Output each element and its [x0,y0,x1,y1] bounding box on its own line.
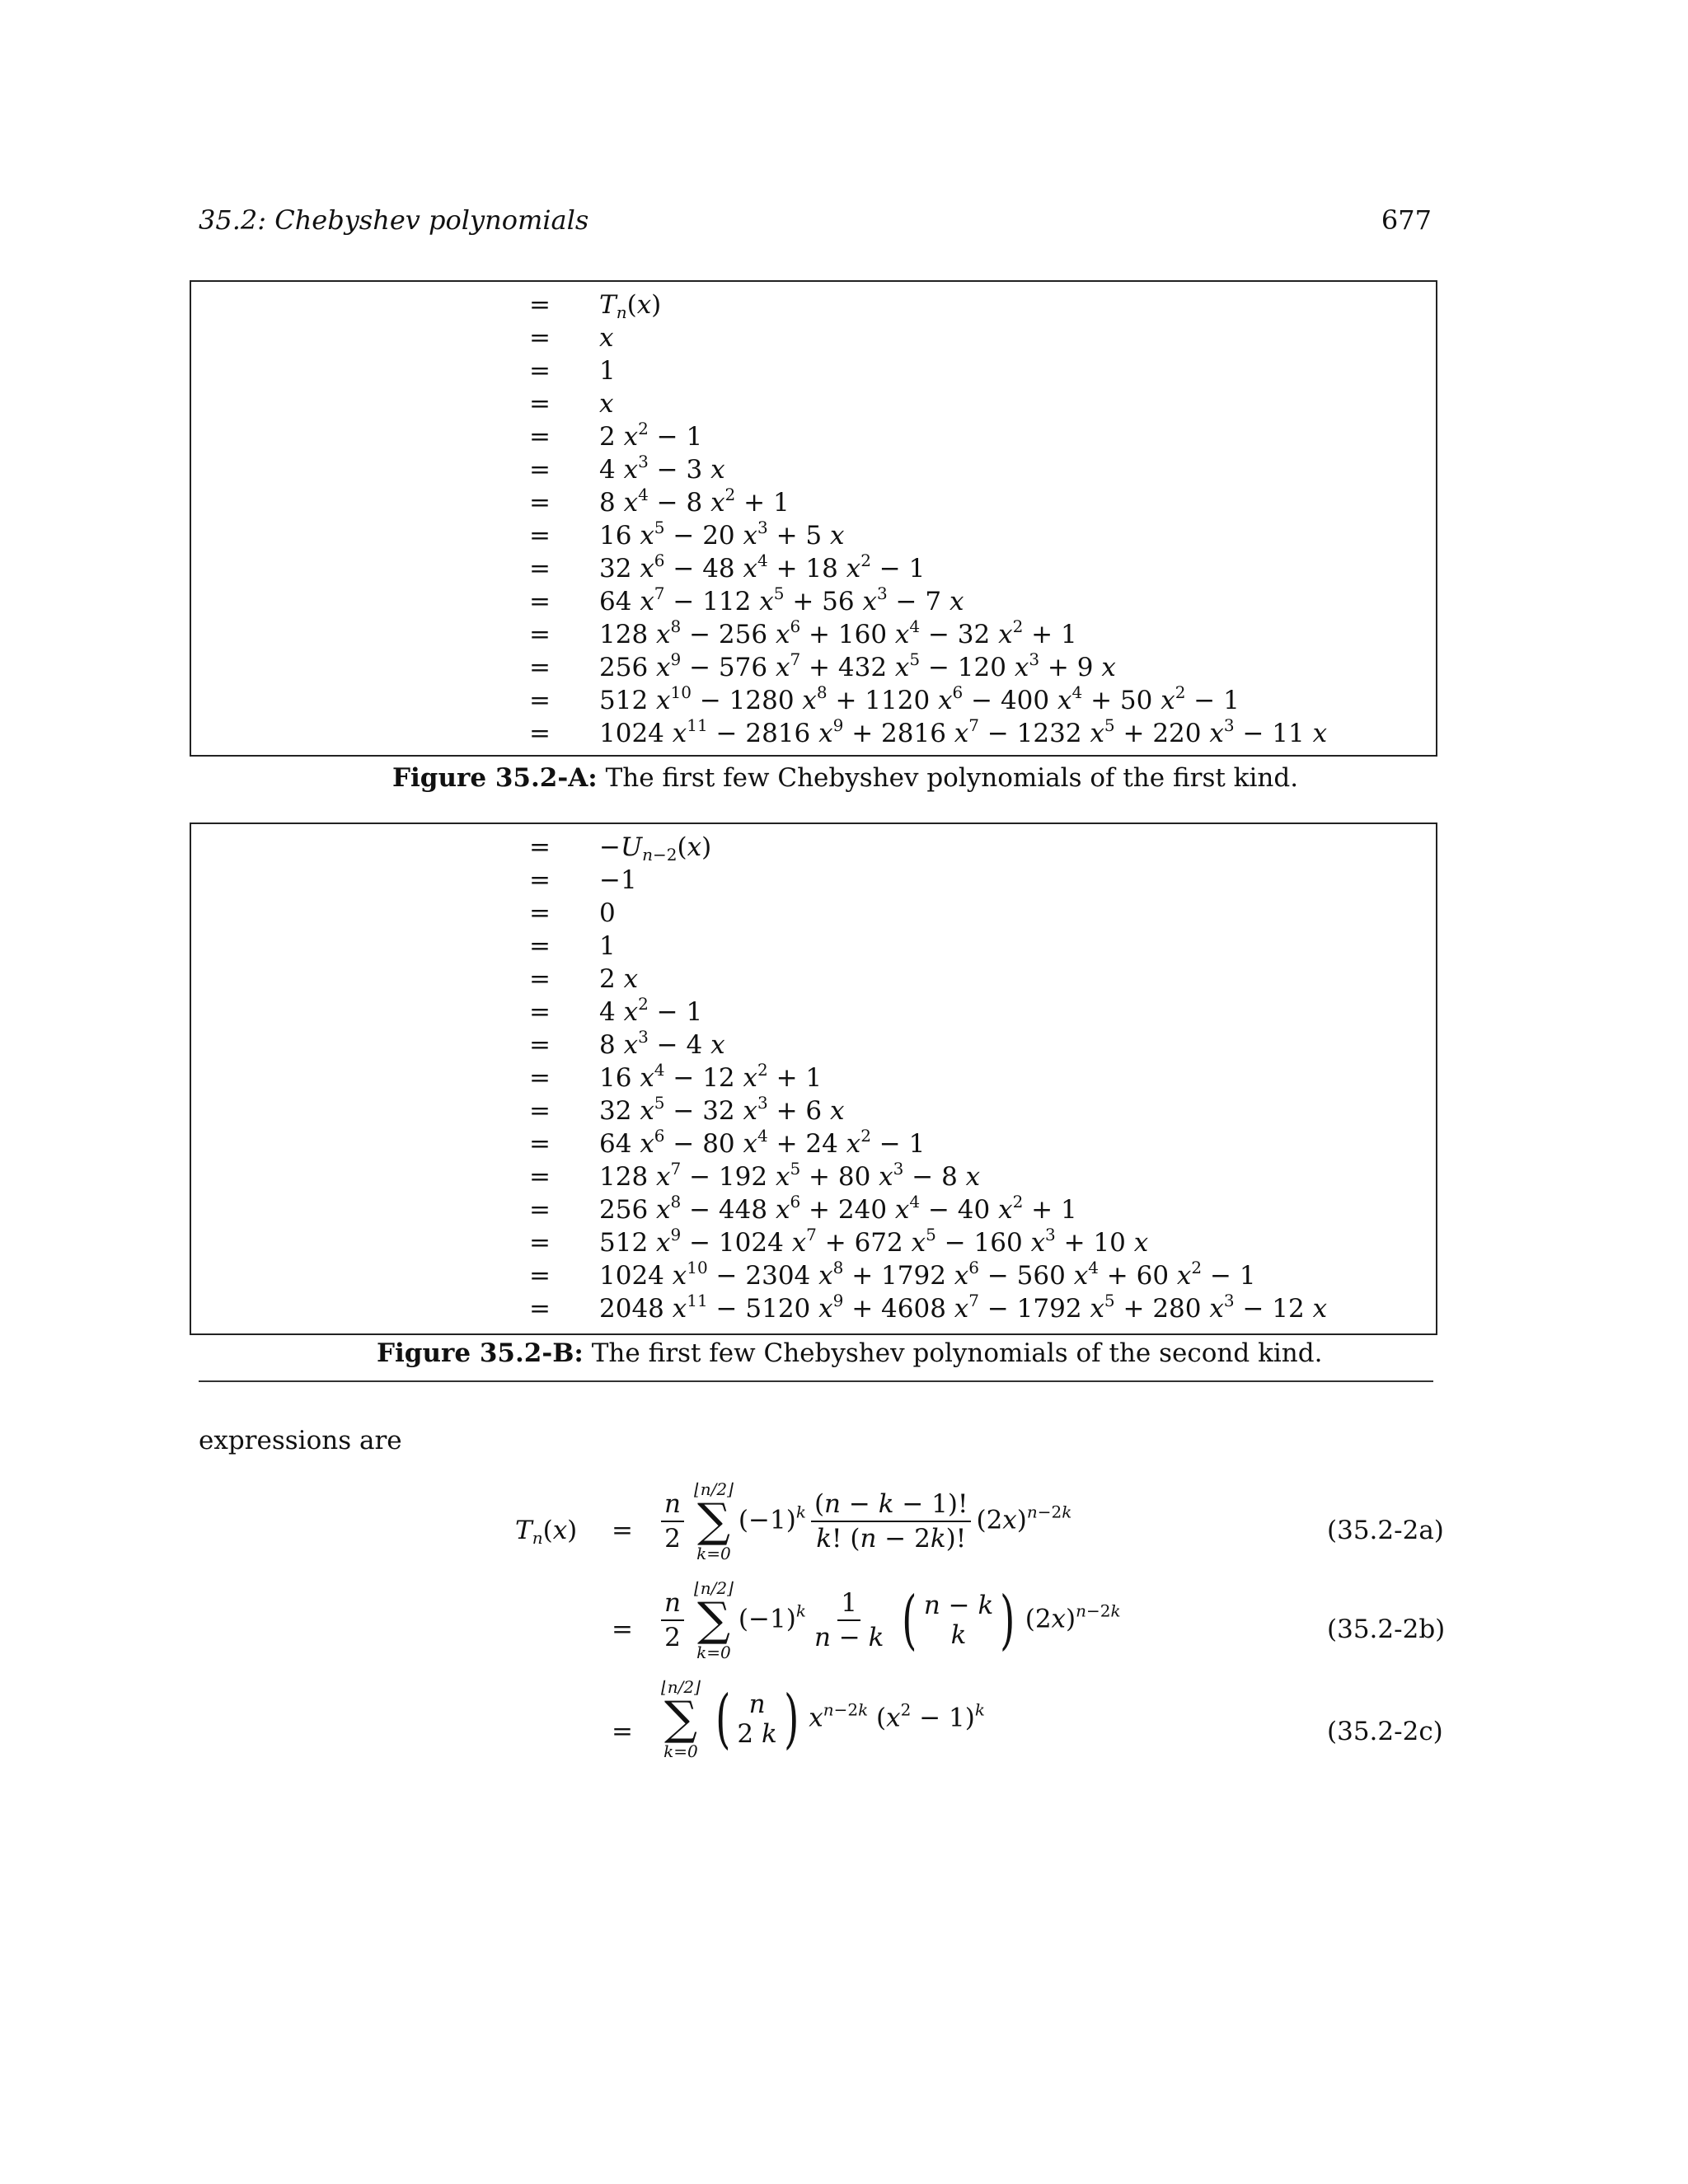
figure-a-table: = $T_n(x)$ = x = 1 = x = 2 $x^2 - 1$ = 4 $x^3 - 3$ x = 8 $x^4 - 8$ $x^2 + 1$ = 16 $x^5 - 20$ $x^3 + 5$ x = 32 $x^6 - 48$ $x^4 + 18$ $x^2 - 1$ = 64 $x^7 - 112$ $x^5 + 56$ $x^3 - 7$ x = 128 $x^8 - 256$ $x^6 + 160$ $x^4 - 32$ $x^2 + 1$ = 256 $x^9 - 576$ $x^7 + 432$ $x^5 - 120$ $x^3 + 9$ x = 512 $x^{10} - 1280$ $x^8 + 1120$ $x^6 - 400$ $x^4 + 50$ $x^2 - 1$ = 1024 $x^{11} - 2816$ $x^9 + 2816$ $x^7 - 1232$ $x^5 + 220$ $x^3 - 11$ x [190,280,1437,757]
section-title: 35.2: Chebyshev polynomials [199,204,589,236]
equation-label-2b: (35.2-2b) [1327,1615,1446,1644]
figure-a-label: Figure 35.2-A: [392,763,598,793]
figure-b-caption-text: The first few Chebyshev polynomials of the second kind. [591,1338,1323,1368]
equation-label-2c: (35.2-2c) [1327,1717,1443,1746]
figure-b-label: Figure 35.2-B: [377,1338,584,1368]
equation-label-2a: (35.2-2a) [1327,1516,1444,1545]
figure-b-table: = $-U_{n-2}(x)$ = −1 = 0 = 1 = 2 x = 4 $x^2 - 1$ = 8 $x^3 - 4$ x = 16 $x^4 - 12$ $x^2 + 1$ = 32 $x^5 - 32$ $x^3 + 6$ x = 64 $x^6 - 80$ $x^4 + 24$ $x^2 - 1$ = 128 $x^7 - 192$ $x^5 + 80$ $x^3 - 8$ x = 256 $x^8 - 448$ $x^6 + 240$ $x^4 - 40$ $x^2 + 1$ = 512 $x^9 - 1024$ $x^7 + 672$ $x^5 - 160$ $x^3 + 10$ x = 1024 $x^{10} - 2304$ $x^8 + 1792$ $x^6 - 560$ $x^4 + 60$ $x^2 - 1$ = 2048 $x^{11} - 5120$ $x^9 + 4608$ $x^7 - 1792$ $x^5 + 280$ $x^3 - 12$ x [190,823,1437,1335]
page-number: 677 [1381,204,1432,236]
figure-a-caption-text: The first few Chebyshev polynomials of the first kind. [605,763,1299,793]
page-header [199,204,1432,236]
figure-b-caption [377,1338,1322,1368]
horizontal-rule [199,1380,1433,1382]
figure-a-caption [392,763,1298,793]
body-paragraph: expressions are [199,1426,402,1455]
